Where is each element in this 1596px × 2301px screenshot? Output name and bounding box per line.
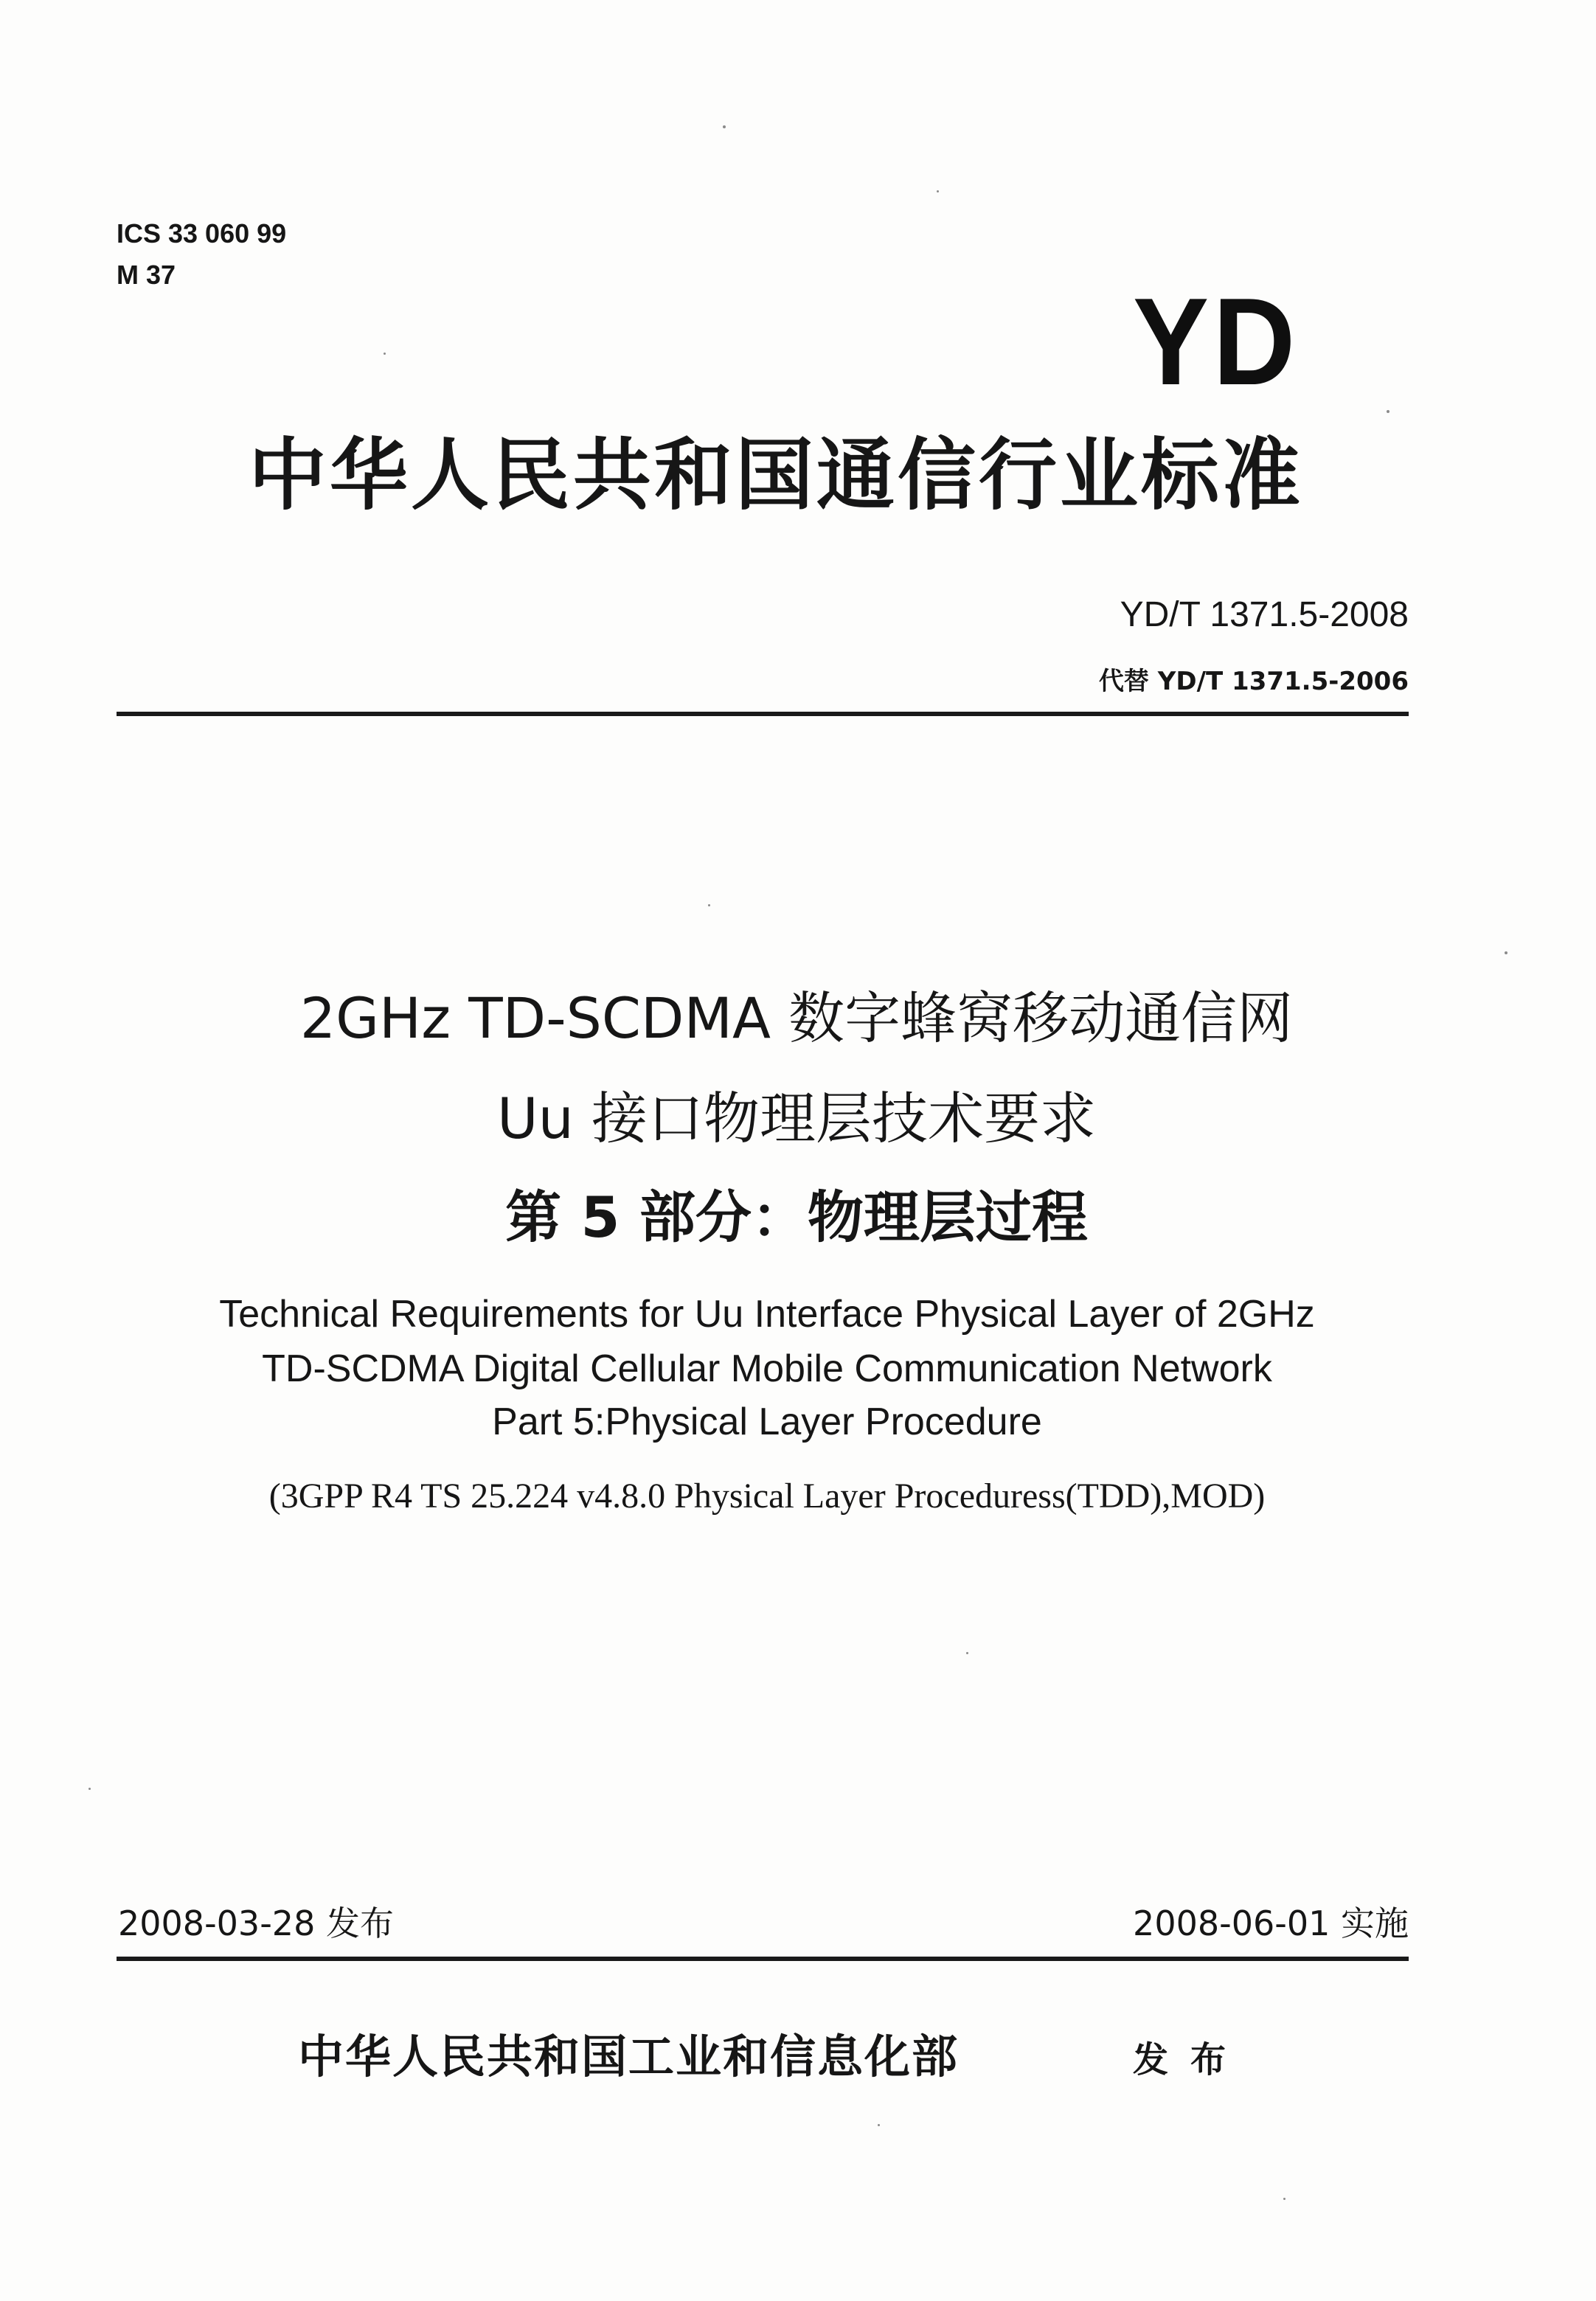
scan-speck	[1505, 951, 1507, 954]
yd-logo: YD	[1133, 272, 1300, 411]
english-title-line-3: Part 5:Physical Layer Procedure	[492, 1401, 1042, 1443]
scan-speck	[708, 904, 710, 906]
scan-speck	[723, 125, 726, 128]
scan-speck	[937, 190, 939, 192]
replaces-standard: 代替 YD/T 1371.5-2006	[1098, 667, 1409, 696]
reference-note: (3GPP R4 TS 25.224 v4.8.0 Physical Layer Proceduress(TDD),MOD)	[268, 1476, 1266, 1516]
english-title-line-2: TD-SCDMA Digital Cellular Mobile Communication Network	[262, 1347, 1272, 1390]
chinese-title-line-1: 2GHz TD-SCDMA 数字蜂窝移动通信网	[299, 985, 1294, 1051]
chinese-title-line-2: Uu 接口物理层技术要求	[497, 1086, 1096, 1151]
scan-speck	[1283, 2198, 1286, 2200]
publish-label: 发布	[1133, 2039, 1249, 2080]
publisher-name: 中华人民共和国工业和信息化部	[298, 2030, 960, 2083]
footer-divider	[117, 1957, 1409, 1961]
issue-date: 2008-03-28 发布	[118, 1903, 394, 1943]
scan-speck	[384, 353, 386, 355]
chinese-title-line-3: 第 5 部分：物理层过程	[505, 1184, 1088, 1250]
english-title-line-1: Technical Requirements for Uu Interface Physical Layer of 2GHz	[219, 1293, 1315, 1336]
classification-code: M 37	[117, 260, 176, 290]
scan-speck	[89, 1788, 91, 1790]
standard-number: YD/T 1371.5-2008	[1120, 595, 1409, 634]
implementation-date: 2008-06-01 实施	[1133, 1903, 1409, 1943]
ics-code: ICS 33 060 99	[117, 218, 287, 249]
header-divider	[117, 712, 1409, 716]
standard-category-title: 中华人民共和国通信行业标准	[249, 430, 1303, 521]
scan-speck	[1387, 410, 1389, 413]
scan-speck	[966, 1652, 968, 1654]
scan-speck	[878, 2124, 880, 2126]
